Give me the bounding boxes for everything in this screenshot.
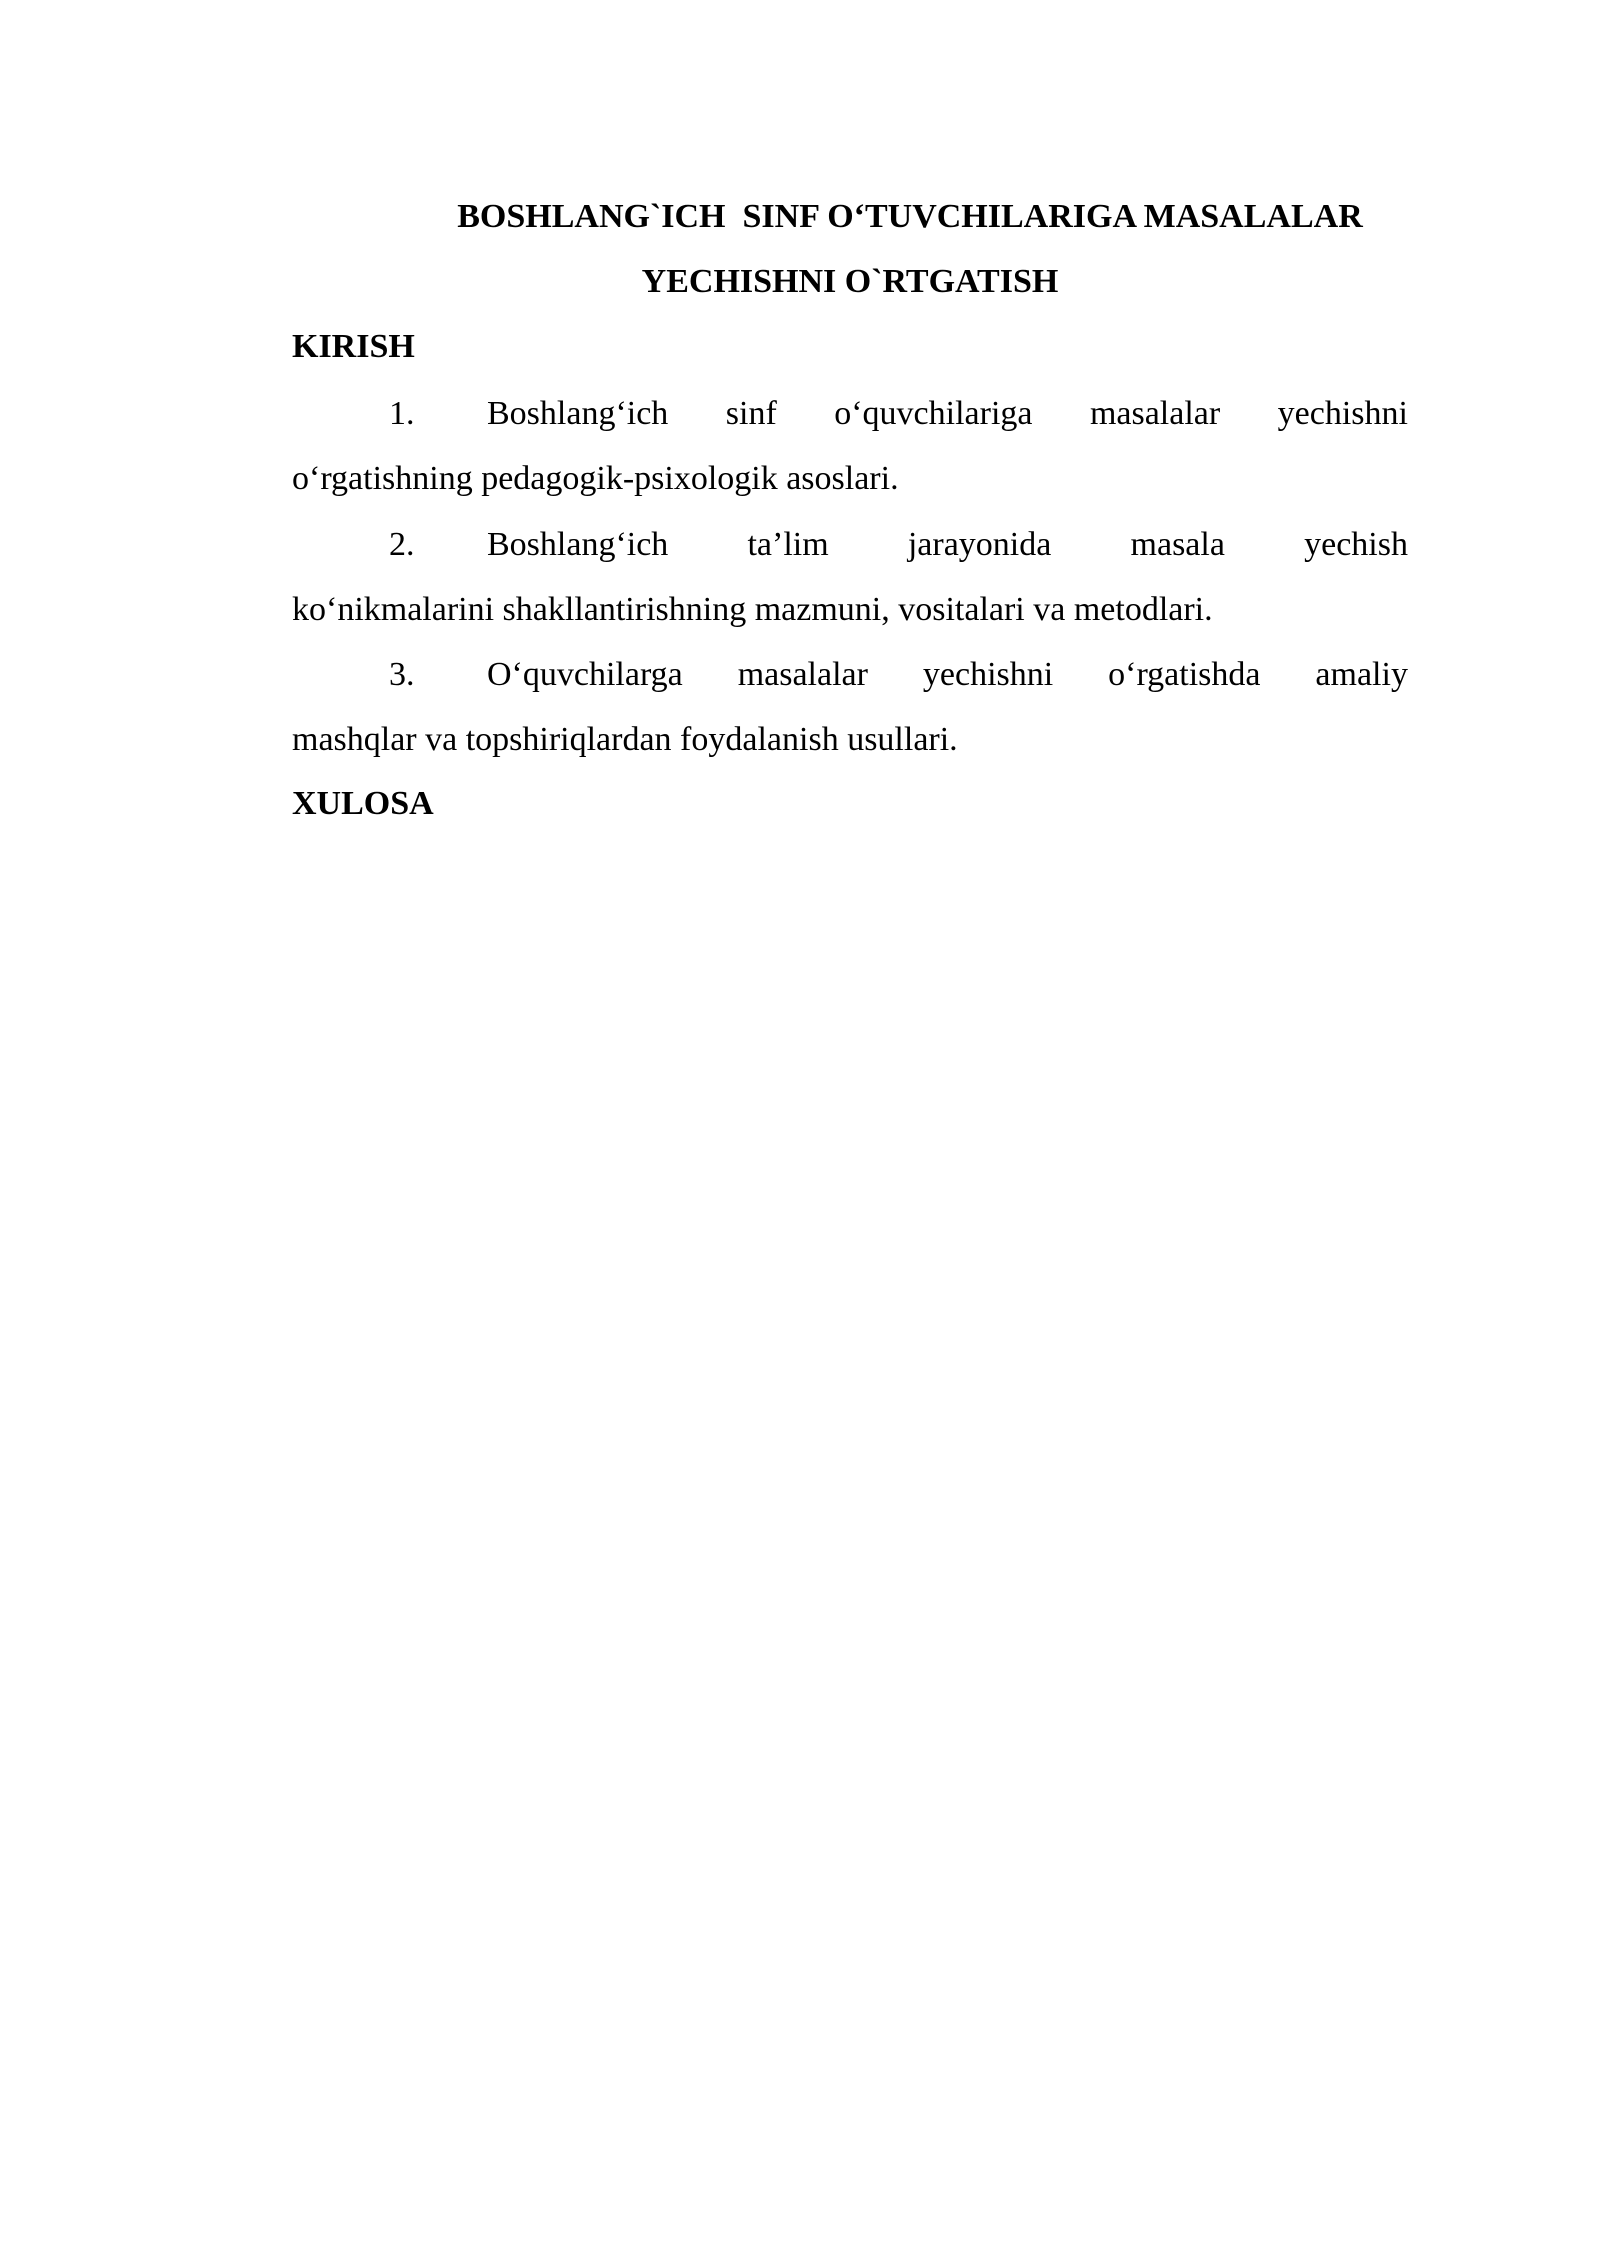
list-item-word: o‘quvchilariga (834, 395, 1033, 432)
section-heading-intro: KIRISH (292, 328, 415, 365)
list-item-number: 2. (389, 526, 415, 563)
list-item-continuation: o‘rgatishning pedagogik-psixologik asoslari. (292, 460, 899, 497)
list-item-word: yechishni (922, 656, 1054, 693)
list-item-word: yechishni (1277, 395, 1408, 432)
list-item-word: O‘quvchilarga (487, 656, 683, 693)
list-item-word: jarayonida (907, 526, 1052, 563)
list-item-word: masalalar (1089, 395, 1221, 432)
list-item-continuation: mashqlar va topshiriqlardan foydalanish usullari. (292, 721, 958, 758)
list-item-word: ta’lim (747, 526, 829, 563)
list-item-first-line (292, 381, 1408, 446)
list-item-word: o‘rgatishda (1108, 656, 1261, 693)
list-item-first-line (292, 512, 1408, 577)
list-item-word: Boshlang‘ich (487, 395, 669, 432)
list-item-word: amaliy (1315, 656, 1408, 693)
list-item-3 (292, 642, 1408, 772)
list-item-word: masalalar (737, 656, 868, 693)
list-item-continuation: ko‘nikmalarini shakllantirishning mazmuni, vositalari va metodlari. (292, 591, 1213, 628)
list-item-lead (487, 512, 1408, 577)
document-title-line-2: YECHISHNI O`RTGATISH (641, 263, 1059, 300)
list-item-word: masala (1130, 526, 1225, 563)
list-item-number: 1. (389, 395, 415, 432)
list-item-number: 3. (389, 656, 415, 693)
section-heading-conclusion: XULOSA (292, 785, 434, 822)
list-item-word: Boshlang‘ich (487, 526, 669, 563)
list-item-1 (292, 381, 1408, 511)
list-item-2 (292, 512, 1408, 642)
document-title-line-1: BOSHLANG`ICH SINF O‘TUVCHILARIGA MASALALAR (457, 198, 1363, 235)
list-item-lead (487, 642, 1408, 707)
list-item-lead (487, 381, 1408, 446)
list-item-first-line (292, 642, 1408, 707)
list-item-word: sinf (725, 395, 777, 432)
list-item-word: yechish (1304, 526, 1408, 563)
